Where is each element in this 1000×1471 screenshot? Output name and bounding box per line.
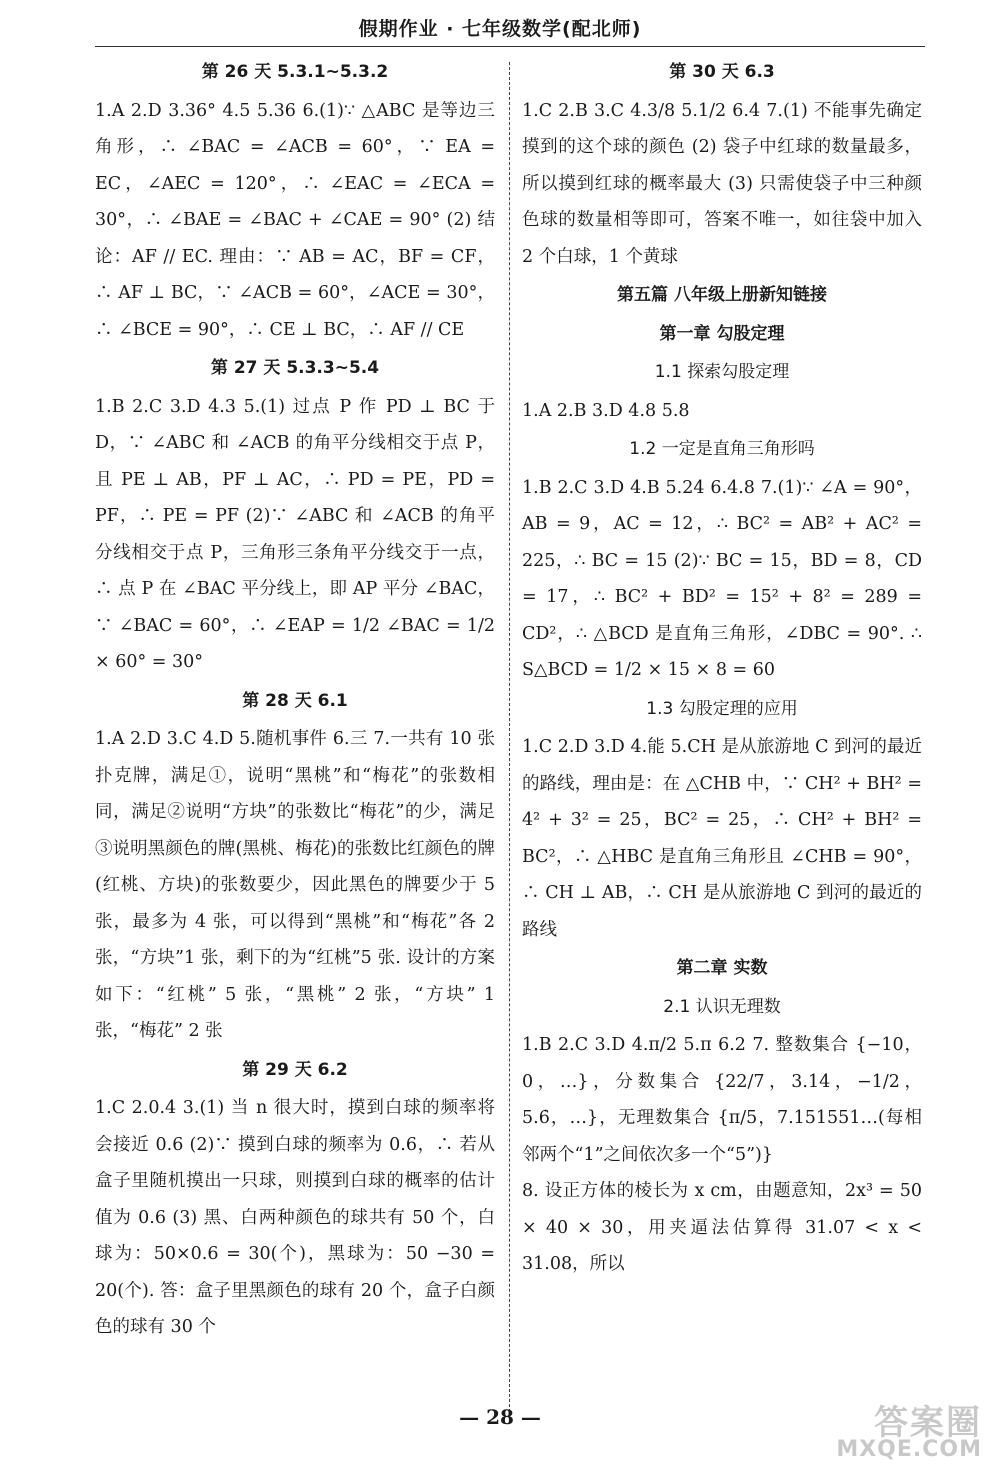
section-heading: 第一章 勾股定理 [659, 323, 785, 344]
section-heading: 1.3 勾股定理的应用 [646, 698, 798, 719]
watermark-logo-text: 答案圈 [874, 1403, 982, 1443]
watermark-logo [790, 1395, 990, 1465]
section-heading: 第 30 天 6.3 [669, 62, 775, 82]
header-rule [95, 46, 925, 47]
answer-paragraph: 1.C 2.D 3.D 4.能 5.CH 是从旅游地 C 到河的最近的路线，理由是：在 △CHB 中，∵ CH² + BH² = 4² + 3² = 25，BC² = 25，∴ CH² + BH² = BC²，∴ △HBC 是直角三角形且 ∠CHB = 90°，∴ CH ⊥ AB，∴ CH 是从旅游地 C 到河的最近的路线 [522, 737, 922, 940]
section-heading: 第二章 实数 [676, 958, 768, 978]
answer-paragraph: 1.B 2.C 3.D 4.3 5.(1) 过点 P 作 PD ⊥ BC 于 D，∵ ∠ABC 和 ∠ACB 的角平分线相交于点 P，且 PE ⊥ AB，PF ⊥ AC，∴ PD = PE，PD = PF，∴ PE = PF (2)∵ ∠ABC 和 ∠ACB 的角平分线相交于点 P，三角形三条角平分线交于一点，∴ 点 P 在 ∠BAC 平分线上，即 AP 平分 ∠BAC，∵ ∠BAC = 60°，∴ ∠EAP = 1/2 ∠BAC = 1/2 × 60° = 30° [95, 396, 495, 672]
answer-paragraph: 1.C 2.B 3.C 4.3/8 5.1/2 6.4 7.(1) 不能事先确定摸到的这个球的颜色 (2) 袋子中红球的数量最多，所以摸到红球的概率最大 (3) 只需使袋子中三种颜色球的数量相等即可，答案不唯一，如往袋中加入 2 个白球，1 个黄球 [522, 100, 922, 267]
answer-paragraph: 1.B 2.C 3.D 4.B 5.24 6.4.8 7.(1)∵ ∠A = 90°，AB = 9，AC = 12，∴ BC² = AB² + AC² = 225，∴ BC = 15 (2)∵ BC = 15，BD = 8，CD = 17，∴ BC² + BD² = 15² + 8² = 289 = CD²，∴ △BCD 是直角三角形，∠DBC = 90°. ∴ S△BCD = 1/2 × 15 × 8 = 60 [522, 477, 922, 680]
section-heading: 第 29 天 6.2 [242, 1059, 348, 1080]
answer-paragraph: 1.A 2.D 3.36° 4.5 5.36 6.(1)∵ △ABC 是等边三角形，∴ ∠BAC = ∠ACB = 60°，∵ EA = EC，∠AEC = 120°，∴ ∠EAC = ∠ECA = 30°，∴ ∠BAE = ∠BAC + ∠CAE = 90° (2) 结论：AF // EC. 理由：∵ AB = AC，BF = CF，∴ AF ⊥ BC，∵ ∠ACB = 60°，∠ACE = 30°，∴ ∠BCE = 90°，∴ CE ⊥ BC，∴ AF // CE [95, 100, 495, 340]
watermark-url: MXQE.COM [836, 1437, 982, 1462]
page-header: 假期作业 · 七年级数学(配北师) [358, 18, 642, 40]
page-number: — 28 — [459, 1405, 541, 1429]
section-heading: 第 28 天 6.1 [242, 690, 348, 711]
section-heading: 第五篇 八年级上册新知链接 [617, 285, 827, 305]
section-heading: 第 26 天 5.3.1~5.3.2 [201, 62, 389, 82]
answer-paragraph: 1.C 2.0.4 3.(1) 当 n 很大时，摸到白球的频率将会接近 0.6 (2)∵ 摸到白球的频率为 0.6，∴ 若从盒子里随机摸出一只球，则摸到白球的概率的估计值为 0.6 (3) 黑、白两种颜色的球共有 50 个，白球为：50×0.6 = 30(个)，黑球为：50 −30 = 20(个). 答：盒子里黑颜色的球有 20 个，盒子白颜色的球有 30 个 [95, 1098, 495, 1337]
section-heading: 1.1 探索勾股定理 [654, 362, 790, 382]
answer-paragraph: 1.B 2.C 3.D 4.π/2 5.π 6.2 7. 整数集合 {−10，0，…}，分数集合 {22/7，3.14，−1/2，5.6̇，…}，无理数集合 {π/5，7.151551…(每相邻两个“1”之间依次多一个“5”)} [522, 1035, 922, 1165]
section-heading: 1.2 一定是直角三角形吗 [629, 439, 815, 459]
section-heading: 第 27 天 5.3.3~5.4 [210, 358, 380, 378]
answer-paragraph: 1.A 2.D 3.C 4.D 5.随机事件 6.三 7.一共有 10 张扑克牌，满足①，说明“黑桃”和“梅花”的张数相同，满足②说明“方块”的张数比“梅花”的少，满足③说明黑颜色的牌(黑桃、梅花)的张数比红颜色的牌(红桃、方块)的张数要少，因此黑色的牌要少于 5 张，最多为 4 张，可以得到“黑桃”和“梅花”各 2 张，“方块”1 张，剩下的为“红桃”5 张. 设计的方案如下：“红桃” 5 张，“黑桃” 2 张，“方块” 1 张，“梅花” 2 张 [95, 729, 495, 1041]
right-column [522, 52, 922, 1283]
answer-paragraph: 8. 设正方体的棱长为 x cm，由题意知，2x³ = 50 × 40 × 30，用夹逼法估算得 31.07 < x < 31.08，所以 [522, 1181, 922, 1274]
left-column [95, 52, 495, 1346]
column-divider [509, 62, 510, 1422]
answer-paragraph: 1.A 2.B 3.D 4.8 5.8 [522, 400, 690, 421]
section-heading: 2.1 认识无理数 [663, 996, 781, 1017]
